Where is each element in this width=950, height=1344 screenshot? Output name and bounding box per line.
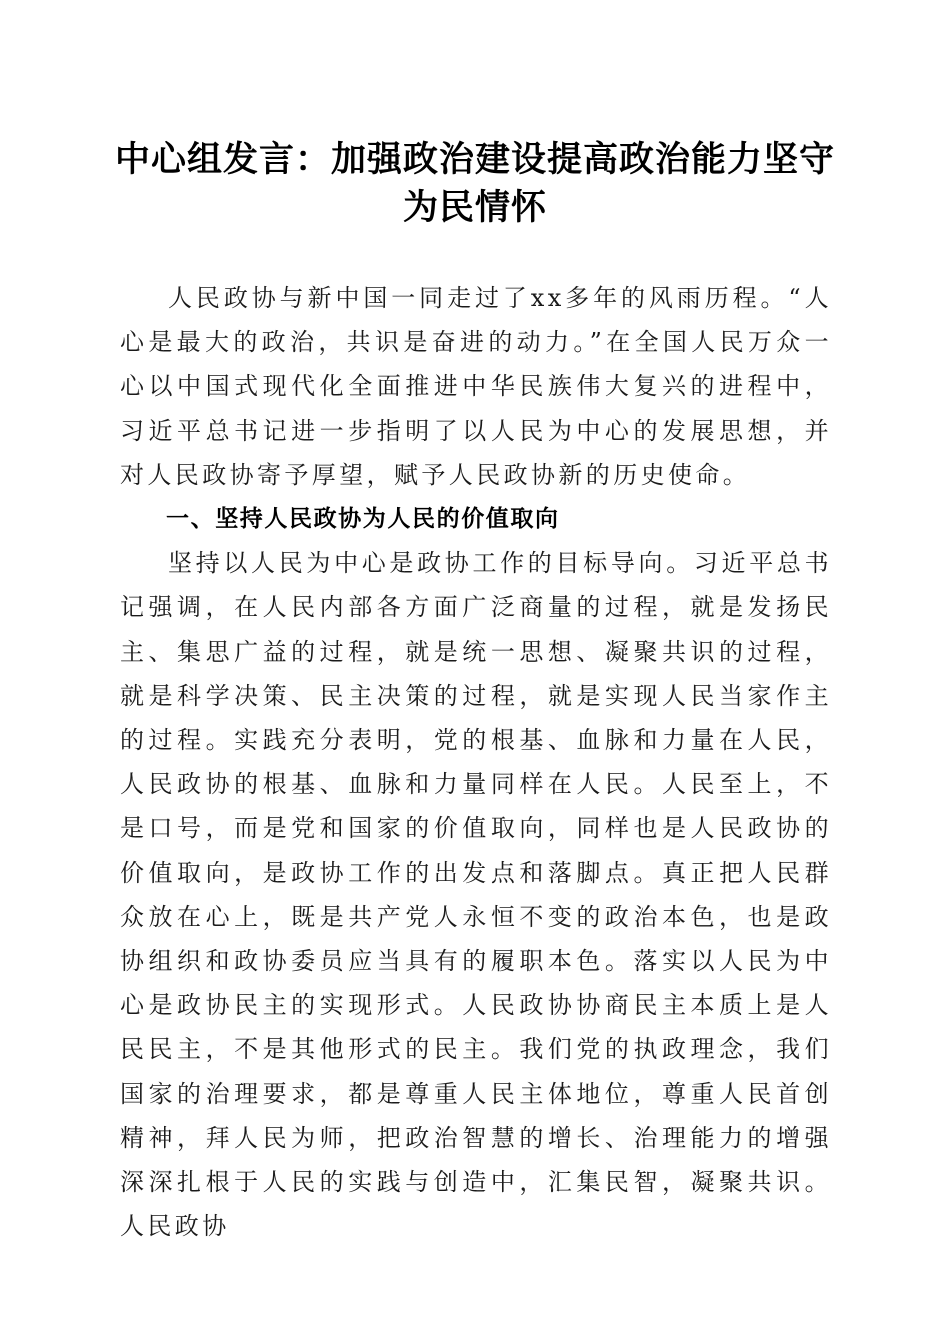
section-heading-1: 一、坚持人民政协为人民的价值取向 xyxy=(166,506,560,533)
document-title: 中心组发言：加强政治建设提高政治能力坚守为民情怀 xyxy=(114,139,835,228)
section-1-paragraph: 坚持以人民为中心是政协工作的目标导向。习近平总书记强调，在人民内部各方面广泛商量的过程，就是发扬民主、集思广益的过程，就是统一思想、凝聚共识的过程，就是科学决策、民主决策的过程，就是实现人民当家作主的过程。实践充分表明，党的根基、血脉和力量在人民，人民政协的根基、血脉和力量同样在人民。人民至上，不是口号，而是党和国家的价值取向，同样也是人民政协的价值取向，是政协工作的出发点和落脚点。真正把人民群众放在心上，既是共产党人永恒不变的政治本色，也是政协组织和政协委员应当具有的履职本色。落实以人民为中心是政协民主的实现形式。人民政协协商民主本质上是人民民主，不是其他形式的民主。我们党的执政理念，我们国家的治理要求，都是尊重人民主体地位，尊重人民首创精神，拜人民为师，把政治智慧的增长、治理能力的增强深深扎根于人民的实践与创造中，汇集民智，凝聚共识。人民政协 xyxy=(120,549,832,1241)
document-body xyxy=(120,276,832,1248)
intro-paragraph: 人民政协与新中国一同走过了xx多年的风雨历程。“人心是最大的政治，共识是奋进的动力。”在全国人民万众一心以中国式现代化全面推进中华民族伟大复兴的进程中，习近平总书记进一步指明了以人民为中心的发展思想，并对人民政协寄予厚望，赋予人民政协新的历史使命。 xyxy=(120,284,832,489)
